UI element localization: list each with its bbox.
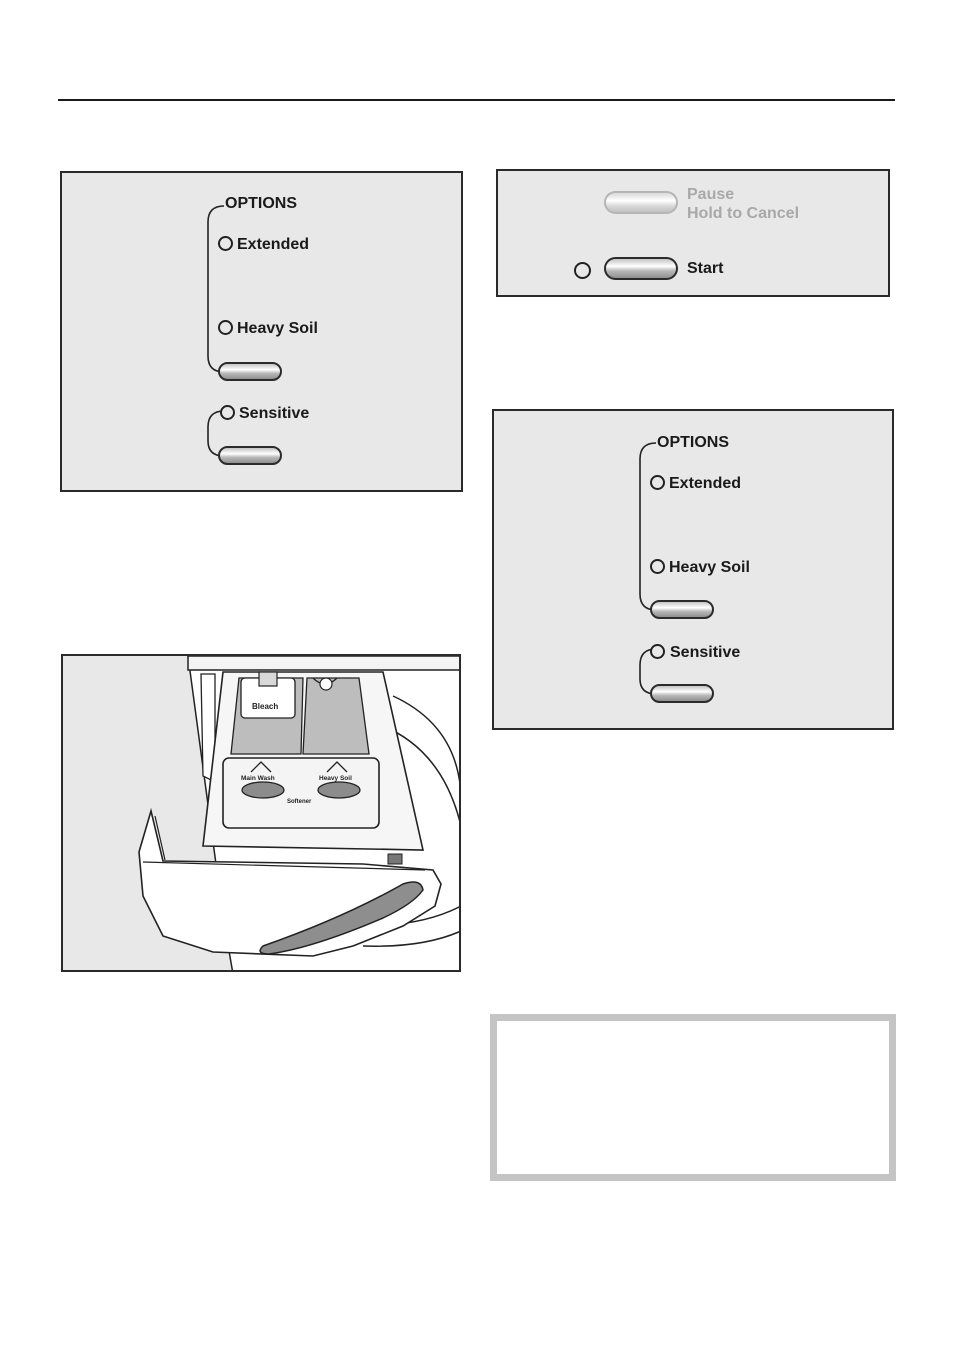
softener-label: Softener (287, 799, 312, 805)
options-panel-right (492, 409, 894, 730)
sensitive-label: Sensitive (239, 405, 310, 422)
heavy-soil-label: Heavy Soil (669, 559, 750, 576)
note-box (490, 1014, 896, 1181)
header-rule (58, 99, 895, 101)
start-indicator-light (574, 262, 591, 279)
extended-indicator-light (650, 475, 665, 490)
sensitive-label: Sensitive (670, 644, 741, 661)
options-panel-left (60, 171, 463, 492)
sensitive-button[interactable] (650, 684, 714, 703)
extended-label: Extended (237, 236, 310, 253)
pause-label: Pause (687, 186, 735, 203)
options-header: OPTIONS (657, 434, 730, 451)
start-pause-panel (496, 169, 890, 297)
main-wash-label: Main Wash (241, 775, 275, 782)
sensitive-button[interactable] (218, 446, 282, 465)
heavy-soil-label: Heavy Soil (237, 320, 318, 337)
pause-button[interactable] (604, 191, 678, 214)
bleach-compartment-label: Bleach (252, 702, 279, 711)
sensitive-indicator-light (650, 644, 665, 659)
options-header: OPTIONS (225, 195, 298, 212)
extended-heavy-soil-button[interactable] (650, 600, 714, 619)
extended-heavy-soil-button[interactable] (218, 362, 282, 381)
extended-label: Extended (669, 475, 742, 492)
heavy-soil-compartment-label: Heavy Soil (319, 775, 352, 782)
heavy-soil-indicator-light (218, 320, 233, 335)
start-button[interactable] (604, 257, 678, 280)
sensitive-indicator-light (220, 405, 235, 420)
hold-to-cancel-label: Hold to Cancel (687, 205, 800, 222)
drawer-drawing (63, 656, 461, 972)
heavy-soil-indicator-light (650, 559, 665, 574)
dispenser-drawer-illustration (61, 654, 461, 972)
start-label: Start (687, 260, 724, 277)
extended-indicator-light (218, 236, 233, 251)
